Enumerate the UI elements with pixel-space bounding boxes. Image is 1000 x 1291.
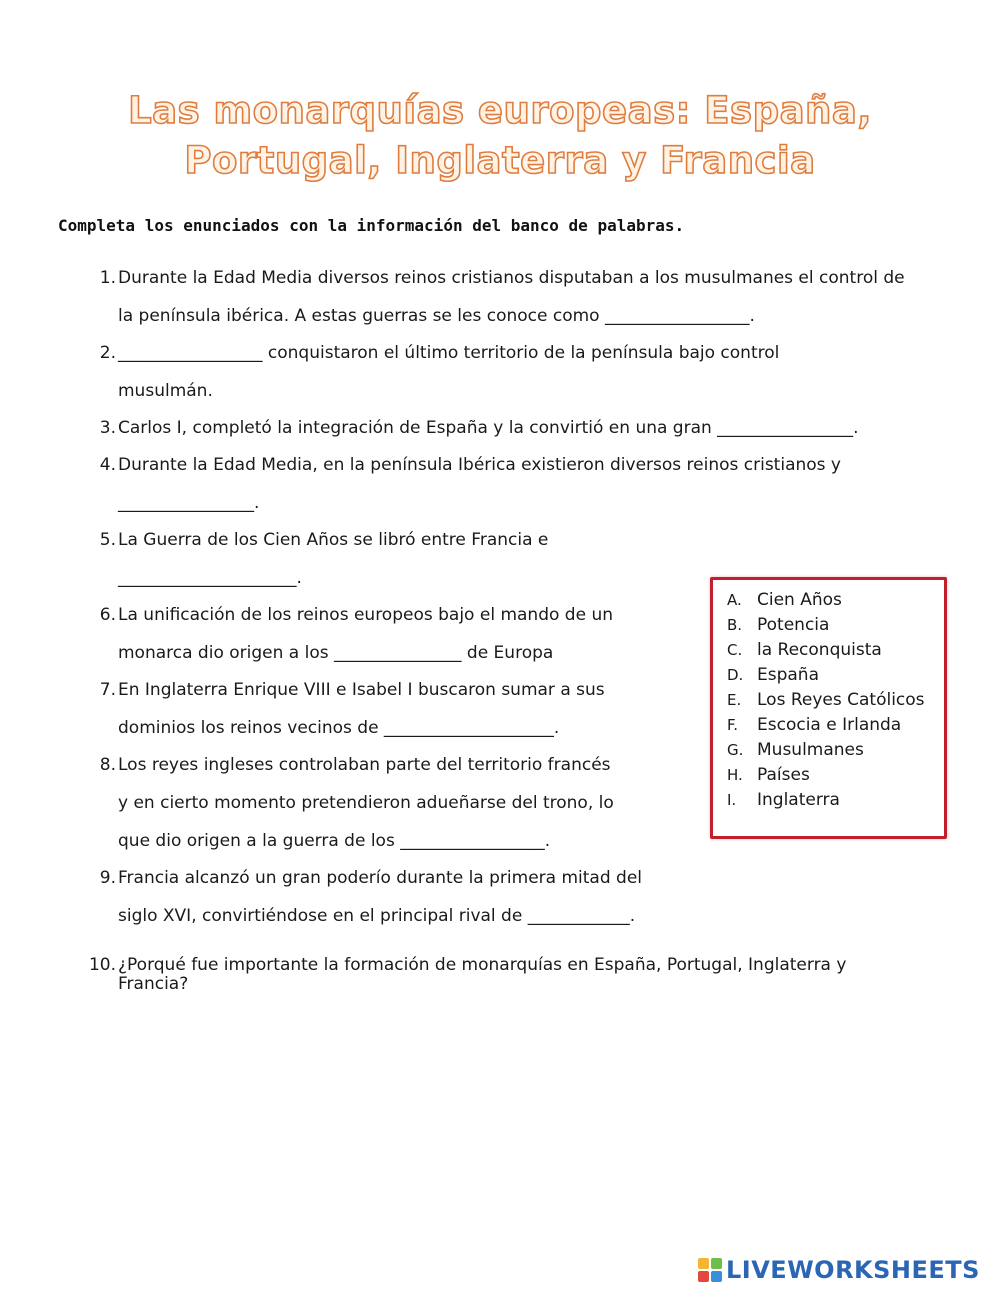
question-number: 7. xyxy=(99,680,116,700)
question-text: Durante la Edad Media diversos reinos cristianos disputaban a los musulmanes el control de xyxy=(118,268,905,288)
word-bank-item: F. Escocia e Irlanda xyxy=(727,715,902,735)
title-line-1: Las monarquías europeas: España, xyxy=(128,89,872,132)
question-text-line-2: ________________. xyxy=(118,493,260,513)
word-bank-item: D. España xyxy=(727,665,819,685)
word-bank xyxy=(710,577,947,839)
question-text-line-2: _____________________. xyxy=(118,568,302,588)
question-number: 8. xyxy=(99,755,116,775)
question-text: La Guerra de los Cien Años se libró entre Francia e xyxy=(118,530,549,550)
word-bank-item: G. Musulmanes xyxy=(727,740,864,760)
question-number: 2. xyxy=(99,343,116,363)
question-text-line-2: siglo XVI, convirtiéndose en el principal rival de ____________. xyxy=(118,906,636,926)
liveworksheets-logo[interactable] xyxy=(698,1255,980,1285)
question-number: 5. xyxy=(99,530,116,550)
word-bank-item: I. Inglaterra xyxy=(727,790,840,810)
question-number: 9. xyxy=(99,868,116,888)
word-bank-item: H. Países xyxy=(727,765,810,785)
word-bank-item: C. la Reconquista xyxy=(727,640,882,660)
question-text: La unificación de los reinos europeos bajo el mando de un xyxy=(118,605,613,625)
brand-name: LIVEWORKSHEETS xyxy=(726,1256,980,1284)
question-text-line-2: y en cierto momento pretendieron adueñarse del trono, lo xyxy=(118,793,614,813)
question-number: 4. xyxy=(99,455,116,475)
word-bank-item: A. Cien Años xyxy=(727,590,842,610)
liveworksheets-icon xyxy=(698,1258,722,1282)
question-text-line-2: musulmán. xyxy=(118,381,213,401)
word-bank-item: B. Potencia xyxy=(727,615,830,635)
question-number: 3. xyxy=(99,418,116,438)
question-text-line-2: Francia? xyxy=(118,974,189,994)
question-text: _________________ conquistaron el último territorio de la península bajo control xyxy=(118,343,780,363)
question-number: 6. xyxy=(99,605,116,625)
instruction-text: Completa los enunciados con la información del banco de palabras. xyxy=(58,216,685,235)
question-text: Los reyes ingleses controlaban parte del territorio francés xyxy=(118,755,611,775)
question-text: En Inglaterra Enrique VIII e Isabel I buscaron sumar a sus xyxy=(118,680,605,700)
question-text: Durante la Edad Media, en la península Ibérica existieron diversos reinos cristianos y xyxy=(118,455,841,475)
question-text: Carlos I, completó la integración de España y la convirtió en una gran ________________. xyxy=(118,418,859,438)
question-number: 10. xyxy=(88,955,116,975)
question-text-line-2: monarca dio origen a los _______________ de Europa xyxy=(118,643,554,663)
title-line-2: Portugal, Inglaterra y Francia xyxy=(184,139,816,182)
word-bank-item: E. Los Reyes Católicos xyxy=(727,690,925,710)
question-text: Francia alcanzó un gran poderío durante la primera mitad del xyxy=(118,868,642,888)
question-text-line-2: la península ibérica. A estas guerras se les conoce como _________________. xyxy=(118,306,755,326)
question-text-line-3: que dio origen a la guerra de los _________________. xyxy=(118,831,551,851)
question-number: 1. xyxy=(99,268,116,288)
question-text: ¿Porqué fue importante la formación de monarquías en España, Portugal, Inglaterra y xyxy=(118,955,847,975)
question-text-line-2: dominios los reinos vecinos de ____________________. xyxy=(118,718,560,738)
page-title xyxy=(0,86,1000,186)
